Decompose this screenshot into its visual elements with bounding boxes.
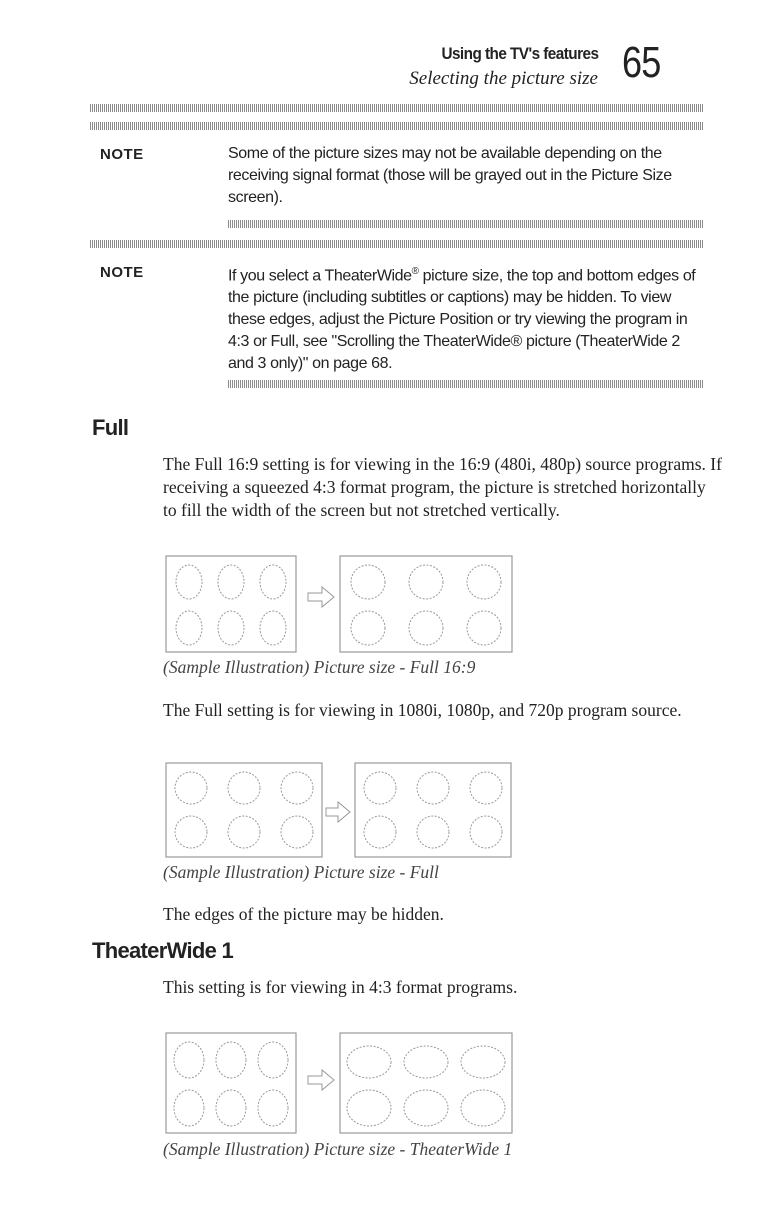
illustration-full	[165, 762, 515, 862]
note-text	[228, 261, 708, 375]
heading-full: Full	[92, 415, 129, 440]
registered-mark: ®	[411, 266, 419, 277]
note-label: NOTE	[100, 264, 144, 281]
note-text-end: picture size, the top and bottom edges of the picture (including subtitles or captions) may be hidden. To view these edges, adjust the Picture Position or try viewing the program in 4:3 or Full, see "Scrolling the TheaterWide® picture (TheaterWide 2 and 3 only)" on page 68.	[228, 267, 696, 373]
illustration-full-16-9	[165, 555, 515, 655]
full-paragraph-2: The Full setting is for viewing in 1080i, 1080p, and 720p program source.	[163, 700, 682, 720]
caption-full: (Sample Illustration) Picture size - Full	[163, 862, 439, 882]
header-divider	[90, 104, 704, 112]
note-bottom-rule	[228, 380, 704, 388]
note-top-rule	[90, 240, 704, 248]
page-number: 65	[622, 38, 661, 87]
note-text-start: If you select a TheaterWide	[228, 267, 412, 285]
note-label: NOTE	[100, 146, 144, 163]
illustration-theaterwide-1	[165, 1032, 515, 1136]
note-text	[228, 143, 708, 209]
heading-theaterwide-1: TheaterWide 1	[92, 938, 234, 963]
caption-full-16-9: (Sample Illustration) Picture size - Full 16:9	[163, 657, 476, 677]
note-bottom-rule	[228, 220, 704, 228]
note-paragraph	[228, 261, 708, 375]
theaterwide-1-paragraph: This setting is for viewing in 4:3 format programs.	[163, 977, 518, 997]
full-paragraph-1: The Full 16:9 setting is for viewing in the 16:9 (480i, 480p) source programs. If receiving a squeezed 4:3 format program, the picture is stretched horizontally to fill the width of the screen but not stretched vertically.	[163, 454, 722, 520]
note-paragraph: Some of the picture sizes may not be available depending on the receiving signal format (those will be grayed out in the Picture Size screen).	[228, 145, 672, 206]
caption-theaterwide-1: (Sample Illustration) Picture size - TheaterWide 1	[163, 1139, 513, 1159]
section-subtitle: Selecting the picture size	[409, 68, 598, 89]
note-top-rule	[90, 122, 704, 130]
full-paragraph-3: The edges of the picture may be hidden.	[163, 904, 444, 924]
section-title: Using the TV's features	[440, 44, 598, 63]
